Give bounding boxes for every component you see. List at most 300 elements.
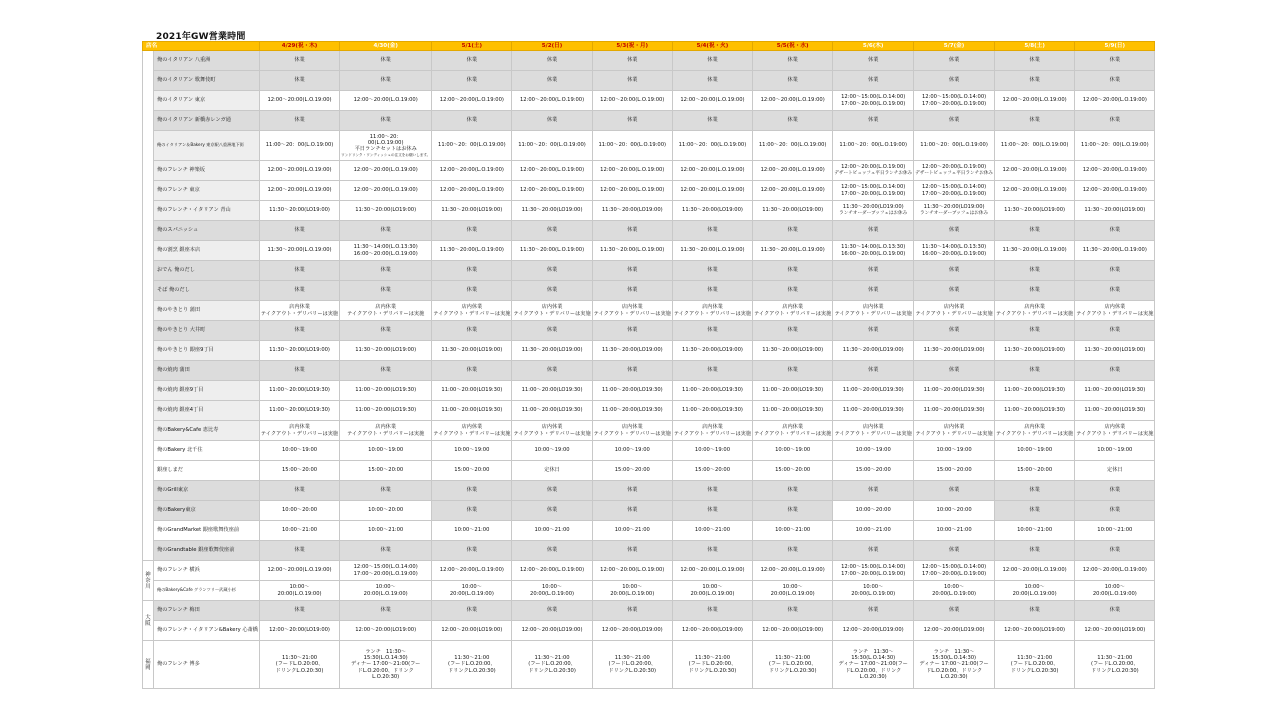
hours-cell (914, 581, 995, 601)
hours-cell (340, 241, 432, 261)
hours-cell (914, 161, 995, 181)
store-name-cell: 俺のフレンチ・イタリアン&Bakery 心斎橋 (154, 621, 260, 641)
hours-line: 休業 (1029, 117, 1040, 124)
hours-cell (592, 501, 672, 521)
hours-line: 12:00～20:00(L.O.19:00) (1002, 187, 1067, 194)
hours-line: L.O.20:30) (940, 673, 968, 680)
hours-line: 11:00～20:00(LO19:30) (601, 387, 663, 394)
hours-cell (340, 201, 432, 221)
hours-line: 休業 (466, 287, 478, 294)
hours-line: 休業 (868, 267, 879, 274)
hours-cell (753, 541, 833, 561)
hours-cell (259, 581, 339, 601)
hours-line: テイクアウト・デリバリーは実施 (433, 430, 511, 437)
hours-line: 10:00～20:00 (855, 507, 891, 514)
hours-line: 店内休業 (541, 304, 563, 311)
hours-cell (340, 481, 432, 501)
hours-line: ドリンクL.O.20:30) (275, 667, 324, 674)
header-date-cell: 4/30(金) (340, 42, 432, 51)
hours-cell (995, 481, 1075, 501)
store-name-cell: 俺のイタリアン＆Bakery 東京駅八重洲地下街 (154, 131, 260, 161)
hours-cell (512, 241, 592, 261)
hours-line: 休業 (466, 57, 478, 64)
hours-cell (833, 541, 914, 561)
hours-cell (995, 501, 1075, 521)
hours-cell (259, 641, 339, 689)
hours-line: 15:00～20:00 (936, 467, 972, 474)
hours-line: 11:30～20:00(LO19:00) (269, 347, 330, 354)
header-date-cell: 5/3(祝・月) (592, 42, 672, 51)
hours-line: ワンドリンク・ワンディッシュの注文をお願いします。 (341, 152, 431, 157)
hours-cell (672, 131, 752, 161)
hours-line: 休業 (546, 267, 558, 274)
hours-cell (340, 261, 432, 281)
hours-line: 休業 (294, 607, 305, 614)
schedule-row (143, 221, 1155, 241)
hours-cell (753, 621, 833, 641)
hours-cell (753, 71, 833, 91)
hours-cell (914, 321, 995, 341)
hours-cell (432, 641, 512, 689)
hours-cell (512, 421, 592, 441)
hours-line: 休業 (380, 227, 391, 234)
hours-cell (914, 621, 995, 641)
hours-line: 休業 (1109, 547, 1121, 554)
hours-line: テイクアウト・デリバリーは実施 (673, 430, 752, 437)
hours-cell (432, 461, 512, 481)
header-date-cell: 4/29(祝・木) (259, 42, 339, 51)
hours-cell (753, 381, 833, 401)
hours-cell (340, 181, 432, 201)
hours-line: テイクアウト・デリバリーは実施 (996, 430, 1074, 437)
hours-cell (259, 301, 339, 321)
hours-cell (995, 111, 1075, 131)
hours-line: 11:00～20:00(LO19:30) (355, 387, 417, 394)
hours-cell (672, 441, 752, 461)
hours-line: 20:00(L.O.19:00) (1092, 590, 1137, 597)
store-name-cell: 俺のGrandMarket 銀座歌舞伎座前 (154, 521, 260, 541)
hours-line: 11:30～20:00(LO19:00) (842, 204, 904, 211)
hours-line: ディナー 17:00～21:00(フー (351, 661, 421, 668)
hours-line: 11:30～20:00(L.O.19:00) (1082, 247, 1147, 254)
hours-line: 11:00～20:00(LO19:30) (1084, 387, 1146, 394)
hours-cell (512, 541, 592, 561)
hours-line: 12:00～20:00(L.O.19:00) (600, 97, 665, 104)
hours-cell (592, 521, 672, 541)
hours-cell (753, 131, 833, 161)
hours-cell (753, 201, 833, 221)
hours-line: 店内休業 (621, 424, 643, 431)
hours-line: 12:00～15:00(L.O.14:00) (841, 184, 906, 191)
hours-cell (833, 621, 914, 641)
hours-cell (833, 281, 914, 301)
store-name-cell: 俺のGrill東京 (154, 481, 260, 501)
hours-line: 休業 (627, 547, 638, 554)
hours-line: 11:30～20:00(L.O.19:00) (439, 247, 504, 254)
hours-line: 休業 (627, 607, 638, 614)
hours-line: 10:00～21:00 (936, 527, 972, 534)
hours-cell (672, 51, 752, 71)
header-row (143, 42, 1155, 51)
hours-line: 10:00～19:00 (775, 447, 811, 454)
hours-line: 11:00～20： (369, 133, 402, 140)
hours-cell (512, 111, 592, 131)
hours-cell (914, 601, 995, 621)
hours-cell (432, 221, 512, 241)
hours-line: ドL.O.20:00、ドリンク (357, 667, 414, 674)
hours-line: 20:00(L.O.19:00) (770, 590, 815, 597)
hours-line: 休業 (380, 287, 391, 294)
hours-cell (259, 561, 339, 581)
hours-cell (259, 71, 339, 91)
hours-cell (432, 201, 512, 221)
hours-line: ランチオーダーブッフェはお休み (920, 210, 989, 216)
hours-line: 11:30～14:00(L.O.13:30) (841, 244, 906, 251)
hours-cell (672, 501, 752, 521)
hours-line: 10:00～ (461, 584, 482, 591)
hours-cell (259, 201, 339, 221)
hours-line: 11:30～20:00(LO19:00) (842, 347, 904, 354)
schedule-row (143, 261, 1155, 281)
hours-line: 12:00～20:00(L.O.19:00) (519, 567, 585, 574)
hours-line: 休業 (1109, 57, 1121, 64)
hours-line: 休業 (466, 117, 478, 124)
hours-line: 休業 (787, 547, 798, 554)
hours-cell (833, 241, 914, 261)
store-name-cell: 俺のBakery&Cafe 恵比寿 (154, 421, 260, 441)
hours-cell (995, 201, 1075, 221)
hours-cell (259, 91, 339, 111)
hours-line: 休業 (1109, 607, 1121, 614)
hours-line: 11:30～14:00(L.O.13:30) (353, 244, 418, 251)
hours-cell (833, 71, 914, 91)
hours-cell (1075, 281, 1155, 301)
hours-line: 12:00～20:00(L.O.19:00) (1002, 97, 1067, 104)
hours-cell (512, 301, 592, 321)
hours-line: 休業 (294, 57, 305, 64)
hours-line: 休業 (868, 487, 879, 494)
hours-line: 休業 (948, 227, 960, 234)
hours-cell (512, 441, 592, 461)
hours-line: 休業 (546, 57, 558, 64)
hours-line: 11:00～20：00(L.O.19:00) (598, 142, 667, 149)
hours-line: 休業 (546, 287, 558, 294)
hours-cell (592, 241, 672, 261)
hours-cell (512, 341, 592, 361)
hours-line: 12:00～20:00(L.O.19:00) (680, 187, 745, 194)
schedule-row (143, 161, 1155, 181)
hours-cell (995, 161, 1075, 181)
hours-line: 20:00(L.O.19:00) (277, 590, 322, 597)
hours-cell (340, 281, 432, 301)
store-name-cell: 俺のフレンチ 横浜 (154, 561, 260, 581)
hours-cell (340, 161, 432, 181)
hours-line: 11:30～20:00(L.O.19:00) (760, 247, 825, 254)
hours-line: 店内休業 (461, 304, 483, 311)
hours-line: 休業 (787, 267, 798, 274)
schedule-row (143, 281, 1155, 301)
hours-cell (1075, 161, 1155, 181)
hours-line: 11:30～20:00(LO19:00) (269, 207, 330, 214)
hours-line: 休業 (1109, 117, 1121, 124)
hours-line: 休業 (546, 547, 558, 554)
hours-line: 12:00～20:00(LO19:00) (923, 627, 985, 634)
hours-line: 休業 (294, 287, 305, 294)
hours-line: 11:00～20:00(LO19:30) (762, 407, 824, 414)
hours-line: 休業 (707, 267, 718, 274)
hours-cell (592, 281, 672, 301)
hours-cell (592, 111, 672, 131)
hours-cell (432, 441, 512, 461)
hours-line: 定休日 (544, 467, 560, 474)
hours-line: 休業 (787, 507, 798, 514)
hours-line: テイクアウト・デリバリーは実施 (754, 430, 832, 437)
hours-cell (753, 51, 833, 71)
hours-cell (512, 561, 592, 581)
hours-line: 12:00～20:00(L.O.19:00) (600, 167, 665, 174)
hours-line: 12:00～20:00(LO19:00) (521, 627, 583, 634)
hours-cell (672, 261, 752, 281)
hours-cell (512, 381, 592, 401)
hours-cell (340, 441, 432, 461)
hours-line: 10:00～21:00 (454, 527, 490, 534)
hours-line: 11:30～20:00(L.O.19:00) (1002, 247, 1067, 254)
hours-cell (592, 641, 672, 689)
hours-line: 20:00(L.O.19:00) (1012, 590, 1057, 597)
hours-line: 10:00～ (702, 584, 723, 591)
hours-line: ドリンクL.O.20:30) (1010, 667, 1059, 674)
hours-cell (914, 421, 995, 441)
hours-cell (432, 541, 512, 561)
hours-line: 17:00～20:00(L.O.19:00) (353, 570, 418, 577)
hours-line: 休業 (868, 607, 879, 614)
hours-cell (259, 361, 339, 381)
hours-cell (1075, 481, 1155, 501)
hours-cell (995, 51, 1075, 71)
hours-line: 16:00～20:00(L.O.19:00) (841, 250, 906, 257)
hours-line: 休業 (1029, 327, 1040, 334)
hours-cell (1075, 641, 1155, 689)
hours-cell (995, 401, 1075, 421)
hours-line: 休業 (1029, 607, 1040, 614)
hours-line: 10:00～19:00 (694, 447, 730, 454)
hours-cell (259, 601, 339, 621)
hours-cell (833, 301, 914, 321)
hours-cell (833, 461, 914, 481)
hours-cell (592, 361, 672, 381)
hours-line: 11:00～20:00(LO19:30) (441, 387, 503, 394)
hours-cell (995, 241, 1075, 261)
hours-cell (753, 91, 833, 111)
hours-cell (259, 341, 339, 361)
header-date-cell: 5/6(木) (833, 42, 914, 51)
hours-cell (995, 461, 1075, 481)
hours-line: 20:00(L.O.19:00) (851, 590, 896, 597)
hours-cell (914, 521, 995, 541)
hours-line: 12:00～20:00(L.O.19:00) (1002, 167, 1067, 174)
hours-line: 休業 (380, 77, 391, 84)
hours-cell (672, 111, 752, 131)
hours-line: 休業 (707, 117, 718, 124)
hours-cell (753, 161, 833, 181)
hours-line: 10:00～19:00 (1017, 447, 1053, 454)
hours-cell (432, 321, 512, 341)
schedule-row (143, 321, 1155, 341)
hours-line: 10:00～21:00 (281, 527, 318, 534)
hours-line: 休業 (787, 57, 798, 64)
hours-line: 店内休業 (1104, 304, 1126, 311)
store-name-cell: 俺のBakery東京 (154, 501, 260, 521)
hours-cell (432, 621, 512, 641)
hours-line: 休業 (948, 327, 960, 334)
hours-cell (592, 131, 672, 161)
hours-line: ドL.O.20:00、ドリンク (926, 667, 983, 674)
store-name-cell: 俺のイタリアン 新橋赤レンガ通 (154, 111, 260, 131)
hours-line: 17:00～20:00(L.O.19:00) (922, 100, 987, 107)
hours-line: 12:00～20:00(L.O.19:00) (267, 167, 332, 174)
hours-line: 休業 (294, 267, 305, 274)
hours-cell (340, 521, 432, 541)
hours-line: 休業 (948, 487, 960, 494)
hours-cell (995, 91, 1075, 111)
hours-line: 休業 (787, 77, 798, 84)
hours-cell (432, 261, 512, 281)
hours-line: 休業 (546, 327, 558, 334)
hours-line: 11:00～20:00(LO19:30) (923, 387, 985, 394)
hours-line: 10:00～19:00 (1097, 447, 1133, 454)
hours-line: 12:00～15:00(L.O.14:00) (922, 184, 987, 191)
hours-line: 11:30～21:00 (1017, 655, 1053, 662)
hours-cell (833, 181, 914, 201)
hours-cell (340, 361, 432, 381)
hours-cell (672, 341, 752, 361)
hours-cell (592, 401, 672, 421)
hours-cell (432, 301, 512, 321)
hours-line: 店内休業 (375, 424, 397, 431)
hours-cell (340, 341, 432, 361)
hours-line: 15:00～20:00 (281, 467, 318, 474)
hours-line: 12:00～20:00(L.O.19:00) (439, 567, 504, 574)
hours-cell (672, 381, 752, 401)
hours-line: テイクアウト・デリバリーは実施 (915, 310, 993, 317)
hours-line: 休業 (380, 547, 391, 554)
hours-line: テイクアウト・デリバリーは実施 (347, 430, 425, 437)
hours-cell (340, 301, 432, 321)
hours-line: 休業 (707, 367, 718, 374)
hours-line: 休業 (868, 227, 879, 234)
hours-cell (995, 261, 1075, 281)
hours-line: 休業 (294, 117, 305, 124)
hours-line: ドリンクL.O.20:30) (528, 667, 576, 674)
hours-line: 休業 (546, 117, 558, 124)
hours-line: 12:00～15:00(L.O.14:00) (841, 94, 906, 101)
hours-line: 17:00～20:00(L.O.19:00) (841, 190, 906, 197)
hours-line: テイクアウト・デリバリーは実施 (834, 310, 912, 317)
hours-line: 休業 (787, 117, 798, 124)
hours-line: 11:00～20:00(LO19:30) (842, 407, 904, 414)
hours-line: テイクアウト・デリバリーは実施 (915, 430, 993, 437)
hours-cell (753, 241, 833, 261)
header-date-cell: 5/1(土) (432, 42, 512, 51)
hours-cell (1075, 341, 1155, 361)
hours-line: 店内休業 (541, 424, 563, 431)
hours-line: 11:30～20:00(L.O.19:00) (680, 247, 745, 254)
hours-line: 11:00～20：00(L.O.19:00) (518, 142, 586, 149)
hours-line: 店内休業 (1024, 304, 1045, 311)
hours-line: 11:30～20:00(LO19:00) (601, 207, 663, 214)
hours-line: 15:00～20:00 (454, 467, 490, 474)
hours-cell (753, 281, 833, 301)
hours-cell (512, 261, 592, 281)
hours-line: 12:00～20:00(L.O.19:00) (353, 187, 418, 194)
hours-line: 11:00～20:00(LO19:30) (521, 387, 583, 394)
page-title: 2021年GW営業時間 (156, 32, 246, 42)
hours-cell (753, 581, 833, 601)
hours-cell (833, 221, 914, 241)
hours-line: 休業 (948, 57, 960, 64)
hours-line: テイクアウト・デリバリーは実施 (1076, 430, 1154, 437)
hours-cell (1075, 241, 1155, 261)
hours-line: 12:00～20:00(L.O.19:00) (680, 97, 745, 104)
hours-cell (432, 131, 512, 161)
hours-line: 12:00～20:00(LO19:00) (1084, 627, 1146, 634)
hours-cell (592, 201, 672, 221)
hours-line: 店内休業 (702, 424, 723, 431)
hours-line: 休業 (868, 547, 879, 554)
hours-cell (833, 361, 914, 381)
hours-cell (1075, 181, 1155, 201)
hours-line: 店内休業 (621, 304, 643, 311)
hours-line: 店内休業 (782, 304, 804, 311)
hours-line: 11:00～20:00(LO19:30) (601, 407, 663, 414)
hours-line: 12:00～20:00(L.O.19:00) (760, 187, 825, 194)
hours-line: 12:00～20:00(LO19:00) (355, 627, 417, 634)
hours-line: 10:00～19:00 (855, 447, 891, 454)
hours-cell (592, 441, 672, 461)
hours-line: L.O.20:30) (372, 673, 400, 680)
hours-line: 休業 (948, 117, 960, 124)
schedule-row (143, 91, 1155, 111)
hours-cell (432, 91, 512, 111)
hours-cell (914, 281, 995, 301)
hours-line: 12:00～20:00(L.O.19:00) (1002, 567, 1067, 574)
hours-cell (753, 481, 833, 501)
hours-line: (フードL.O.20:00、 (448, 661, 496, 668)
hours-cell (592, 381, 672, 401)
hours-cell (512, 461, 592, 481)
hours-cell (995, 131, 1075, 161)
hours-line: ドリンクL.O.20:30) (608, 667, 657, 674)
hours-cell (1075, 361, 1155, 381)
hours-cell (753, 111, 833, 131)
hours-line: 11:30～20:00(LO19:00) (682, 347, 743, 354)
hours-cell (914, 461, 995, 481)
hours-line: 休業 (380, 267, 391, 274)
hours-cell (914, 361, 995, 381)
hours-cell (432, 581, 512, 601)
hours-line: 休業 (294, 547, 305, 554)
hours-cell (995, 441, 1075, 461)
hours-line: 12:00～20:00(L.O.19:00) (760, 567, 825, 574)
hours-line: 休業 (948, 547, 960, 554)
hours-line: 休業 (948, 267, 960, 274)
hours-cell (833, 201, 914, 221)
hours-cell (914, 501, 995, 521)
hours-line: 休業 (707, 507, 718, 514)
hours-line: 11:30～21:00 (281, 655, 318, 662)
hours-cell (432, 381, 512, 401)
hours-cell (592, 561, 672, 581)
